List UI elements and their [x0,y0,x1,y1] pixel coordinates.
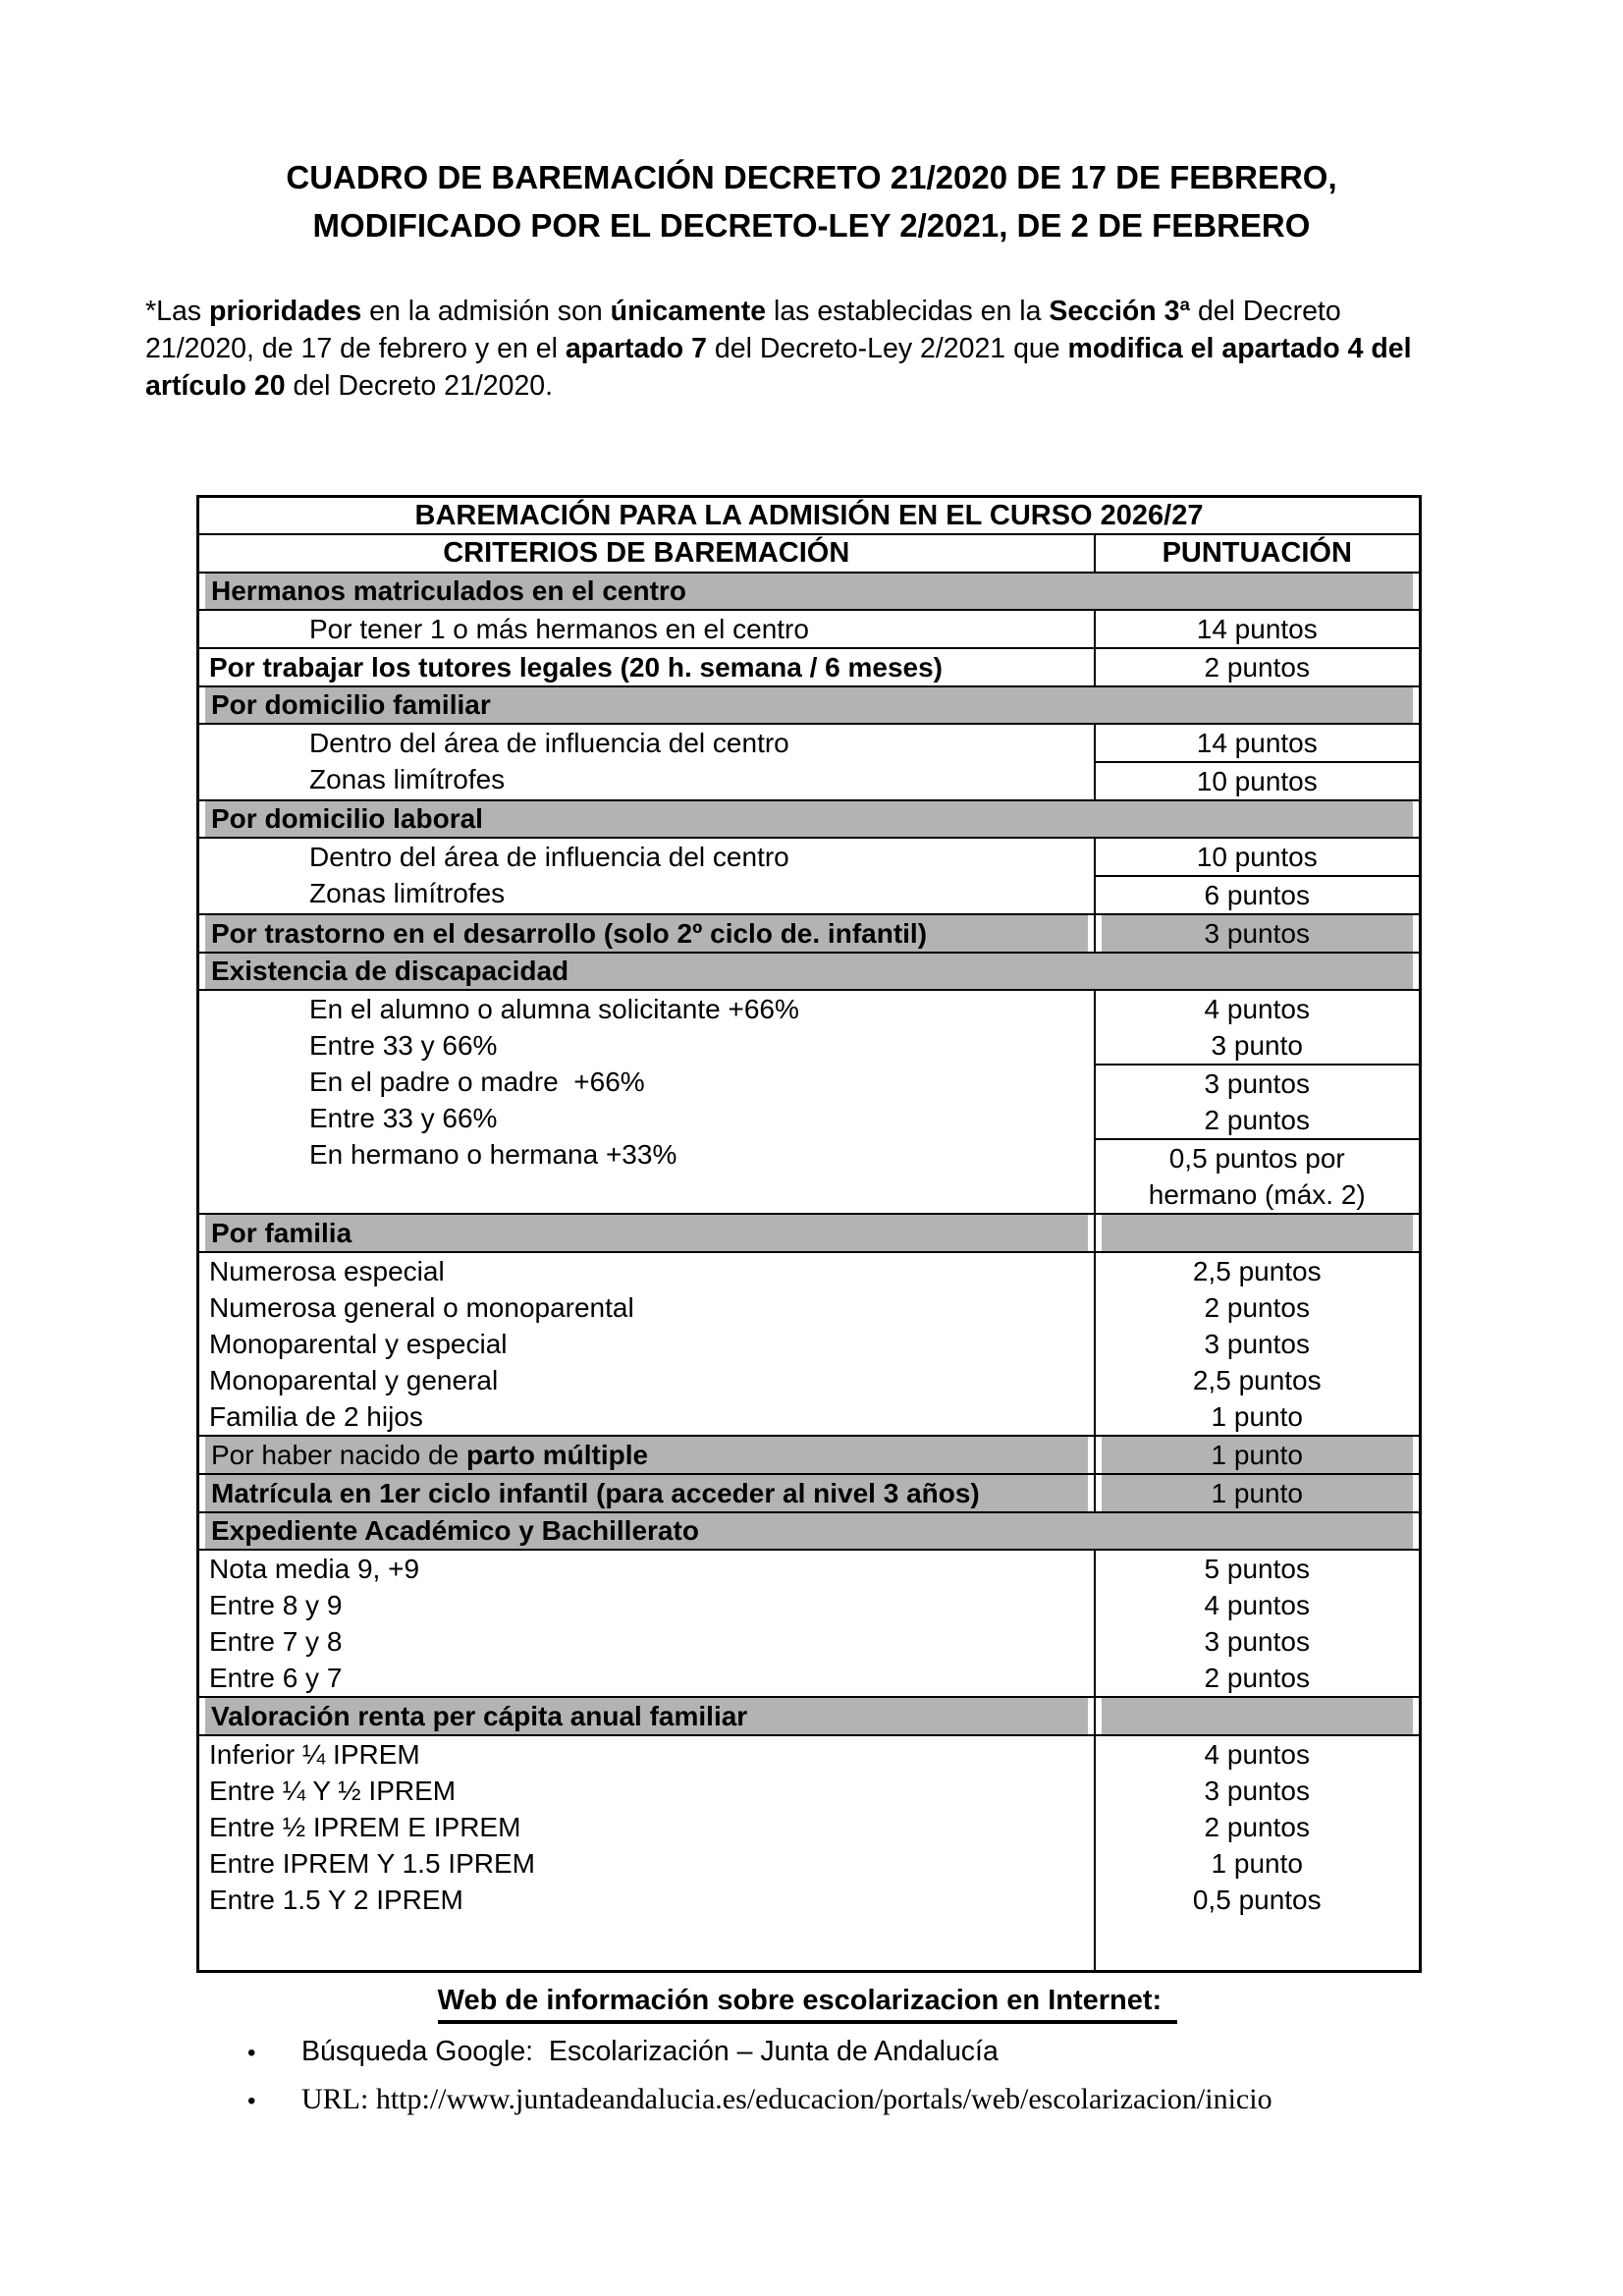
points-value: 5 puntos [1204,1554,1310,1584]
points-value: 1 punto [1211,1848,1303,1879]
criterion-text-bold: parto múltiple [465,1440,649,1470]
criterion-cell [198,610,1095,648]
criterion-line: Numerosa general o monoparental [209,1292,634,1323]
table-row-expediente [198,1550,1421,1697]
criterion-line: Inferior ¼ IPREM [209,1739,420,1770]
section-cell-hermanos [198,573,1421,610]
section-cell-expediente [198,1512,1421,1550]
criterion-cell [198,990,1095,1214]
criterion-line: Dentro del área de influencia del centro [309,842,789,872]
criterion-line: Zonas limítrofes [309,764,506,794]
points-cell [1095,914,1421,953]
criterion-line: Por trabajar los tutores legales (20 h. semana / 6 meses) [209,652,943,683]
section-cell-domicilio-laboral [198,800,1421,838]
section-row-hermanos [198,573,1421,610]
section-row-renta [198,1697,1421,1735]
intro-bold-prioridades: prioridades [208,296,362,327]
column-header-criteria-label: CRITERIOS DE BAREMACIÓN [443,537,850,569]
section-label: Existencia de discapacidad [211,956,569,986]
points-value: 1 punto [1211,1440,1303,1470]
points-cell [1095,724,1421,762]
intro-text: las establecidas en la [766,296,1050,327]
section-label: Expediente Académico y Bachillerato [211,1515,699,1546]
table-row-trastorno [198,914,1421,953]
table-row-domicilio-laboral-1 [198,838,1421,876]
points-value: 0,5 puntos por [1168,1143,1345,1174]
table-caption: BAREMACIÓN PARA LA ADMISIÓN EN EL CURSO 2026/27 [414,500,1204,531]
points-cell [1095,1065,1421,1139]
points-value: 2 puntos [1204,652,1310,683]
table-row-renta [198,1735,1421,1972]
section-label: Valoración renta per cápita anual familiar [211,1701,748,1731]
section-label: Por domicilio familiar [211,689,491,720]
criterion-line: Entre 7 y 8 [209,1626,343,1657]
footer-heading: Web de información sobre escolarizacion en Internet: [438,1985,1178,2024]
criterion-line: Entre 8 y 9 [209,1590,343,1620]
criterion-line: Entre IPREM Y 1.5 IPREM [209,1848,535,1879]
points-value: 3 puntos [1204,1776,1310,1806]
intro-bold-unicamente: únicamente [610,296,767,327]
points-value: 2 puntos [1204,1663,1310,1693]
points-value: 2 puntos [1204,1812,1310,1842]
section-row-familia [198,1214,1421,1252]
intro-text: en la admisión son [361,296,611,327]
column-header-points-label: PUNTUACIÓN [1162,537,1352,569]
criterion-cell [198,1735,1095,1972]
criterion-line: Numerosa especial [209,1256,445,1286]
section-row-domicilio-familiar [198,686,1421,724]
points-value: 3 punto [1211,1030,1303,1061]
section-cell-domicilio-familiar [198,686,1421,724]
points-value: 2 puntos [1204,1292,1310,1323]
points-value: 3 puntos [1204,1329,1310,1359]
points-cell [1095,1252,1421,1436]
section-row-expediente [198,1512,1421,1550]
criterion-line: En el alumno o alumna solicitante +66% [309,994,799,1024]
footer-heading-wrap [196,1985,1419,2024]
criterion-text: Por haber nacido de [211,1440,466,1470]
points-value: hermano (máx. 2) [1148,1179,1366,1210]
scoring-table [196,495,1422,1973]
criterion-line: Matrícula en 1er ciclo infantil (para acceder al nivel 3 años) [211,1478,980,1508]
intro-bold-apartado7: apartado 7 [565,333,707,364]
table-row-domicilio-familiar-1 [198,724,1421,762]
section-label: Por domicilio laboral [211,803,483,834]
points-cell-empty [1095,1214,1421,1252]
criterion-cell [198,648,1095,686]
footer-bullet-url-text: URL: http://www.juntadeandalucia.es/educacion/portals/web/escolarizacion/inicio [301,2083,1272,2115]
intro-bold-seccion: Sección 3ª [1049,296,1191,327]
intro-text: *Las [145,296,209,327]
points-value: 3 puntos [1204,1626,1310,1657]
criterion-line: En el padre o madre +66% [309,1066,645,1097]
points-cell [1095,876,1421,914]
table-caption-cell [198,497,1421,535]
table-row-discapacidad-1 [198,990,1421,1065]
criterion-cell [198,914,1095,953]
criterion-cell [198,724,1095,800]
page-title-line-1: CUADRO DE BAREMACIÓN DECRETO 21/2020 DE 17 DE FEBRERO, [286,159,1337,195]
intro-text: del Decreto-Ley 2/2021 que [706,333,1068,364]
table-row-hermanos [198,610,1421,648]
criterion-cell [198,1550,1095,1697]
points-value: 0,5 puntos [1192,1885,1322,1915]
criterion-line: Zonas limítrofes [309,878,506,908]
criterion-line: Entre ¼ Y ½ IPREM [209,1776,457,1806]
points-cell [1095,990,1421,1065]
bullet-icon: • [247,2040,256,2066]
points-cell [1095,838,1421,876]
table-row-tutores [198,648,1421,686]
points-cell-empty [1095,1697,1421,1735]
intro-paragraph [145,293,1453,405]
points-value: 1 punto [1211,1401,1303,1432]
criterion-line: Por tener 1 o más hermanos en el centro [309,614,809,644]
points-cell [1095,1139,1421,1214]
criterion-line: Entre 33 y 66% [309,1030,498,1061]
points-value: 2,5 puntos [1192,1256,1322,1286]
section-row-domicilio-laboral [198,800,1421,838]
criterion-line: Monoparental y especial [209,1329,508,1359]
points-value: 14 puntos [1196,728,1318,758]
points-value: 10 puntos [1196,766,1318,796]
points-cell [1095,1474,1421,1512]
intro-bold-modifica: modifica el apartado 4 del artículo 20 [145,333,1412,402]
points-value: 1 punto [1211,1478,1303,1508]
points-value: 4 puntos [1204,1590,1310,1620]
criterion-line: Familia de 2 hijos [209,1401,423,1432]
footer-bullet-google-text: Búsqueda Google: Escolarización – Junta de Andalucía [301,2036,999,2067]
criterion-cell [198,1436,1095,1474]
bullet-icon: • [247,2088,256,2114]
points-cell [1095,610,1421,648]
points-cell [1095,1735,1421,1972]
intro-text: del Decreto 21/2020. [285,370,554,402]
section-row-discapacidad [198,953,1421,990]
criterion-cell [198,1474,1095,1512]
section-cell-discapacidad [198,953,1421,990]
points-value: 14 puntos [1196,614,1318,644]
points-value: 6 puntos [1204,880,1310,910]
column-header-points [1095,534,1421,573]
column-header-criteria [198,534,1095,573]
table-header-row [198,534,1421,573]
criterion-line [199,1437,1094,1473]
criterion-line: Dentro del área de influencia del centro [309,728,789,758]
criterion-line: Por trastorno en el desarrollo (solo 2º ciclo de. infantil) [211,918,928,949]
points-cell [1095,1550,1421,1697]
points-cell [1095,648,1421,686]
table-row-parto-multiple [198,1436,1421,1474]
points-value: 4 puntos [1204,994,1310,1024]
criterion-cell [198,1252,1095,1436]
section-cell-renta [198,1697,1095,1735]
footer-bullet-google [247,2033,1623,2072]
intro-text: del Decreto 21/2020, de 17 de febrero y en el [145,296,1341,364]
points-value: 2,5 puntos [1192,1365,1322,1395]
criterion-cell [198,838,1095,914]
criterion-line: Nota media 9, +9 [209,1554,420,1584]
criterion-line: Monoparental y general [209,1365,499,1395]
criterion-line: Entre ½ IPREM E IPREM [209,1812,521,1842]
points-value: 2 puntos [1204,1105,1310,1135]
points-cell [1095,1436,1421,1474]
criterion-line: Entre 1.5 Y 2 IPREM [209,1885,463,1915]
points-value: 3 puntos [1204,1068,1310,1099]
page-title [0,0,1623,249]
table-caption-row [198,497,1421,535]
criterion-line: En hermano o hermana +33% [309,1139,677,1170]
section-label: Hermanos matriculados en el centro [211,575,686,606]
section-label: Por familia [211,1218,352,1248]
points-value: 4 puntos [1204,1739,1310,1770]
page-title-line-2: MODIFICADO POR EL DECRETO-LEY 2/2021, DE 2 DE FEBRERO [312,207,1311,244]
criterion-line: Entre 6 y 7 [209,1663,343,1693]
table-row-matricula [198,1474,1421,1512]
points-value: 10 puntos [1196,842,1318,872]
footer-bullet-url [247,2081,1623,2120]
section-cell-familia [198,1214,1095,1252]
points-cell [1095,762,1421,800]
table-row-familia [198,1252,1421,1436]
points-value: 3 puntos [1204,918,1310,949]
criterion-line: Entre 33 y 66% [309,1103,498,1133]
